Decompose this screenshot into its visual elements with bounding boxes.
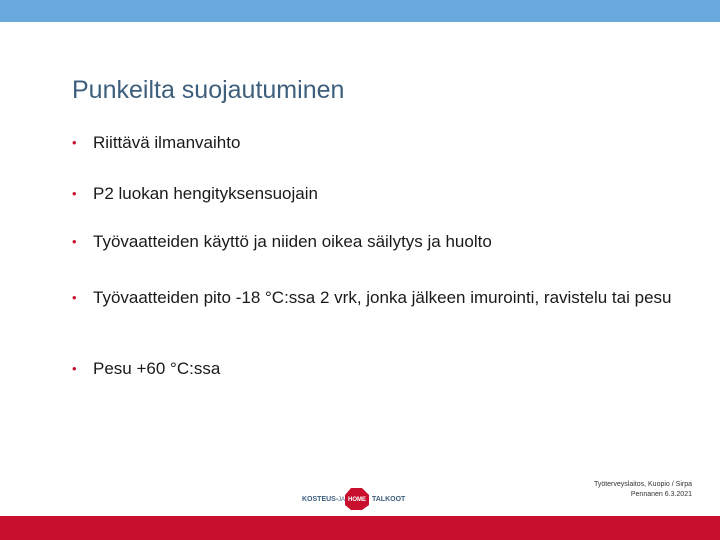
bullet-text: Riittävä ilmanvaihto — [93, 133, 241, 152]
logo-middle-text: HOME — [348, 497, 366, 503]
bullet-item — [72, 132, 240, 153]
bullet-dot-icon: • — [72, 234, 77, 249]
bullet-dot-icon: • — [72, 186, 77, 201]
bullet-text: Työvaatteiden pito -18 °C:ssa 2 vrk, jonka jälkeen imurointi, ravistelu tai pesu — [93, 288, 672, 307]
logo-conj-text: JA — [338, 497, 346, 503]
footer-credit — [552, 480, 692, 500]
bullet-dot-icon: • — [72, 135, 77, 150]
footer-credit-line: Pennanen 6.3.2021 — [630, 491, 692, 498]
bullet-item — [72, 183, 318, 204]
footer-credit-line: Työterveyslaitos, Kuopio / Sirpa — [593, 481, 692, 488]
bullet-dot-icon: • — [72, 290, 77, 305]
top-accent-bar — [0, 0, 720, 22]
bottom-accent-bar — [0, 516, 720, 540]
logo-right-text: TALKOOT — [372, 496, 406, 503]
logo-left-text: KOSTEUS- — [302, 496, 339, 503]
bullet-text: Pesu +60 °C:ssa — [93, 359, 221, 378]
bullet-text: P2 luokan hengityksensuojain — [93, 184, 318, 203]
bullet-item — [72, 231, 492, 252]
slide-title: Punkeilta suojautuminen — [72, 76, 345, 104]
bullet-item — [72, 287, 673, 308]
bullet-item — [72, 358, 220, 379]
bullet-dot-icon: • — [72, 361, 77, 376]
kosteus-home-talkoot-logo — [300, 486, 410, 510]
bullet-text: Työvaatteiden käyttö ja niiden oikea säilytys ja huolto — [93, 232, 492, 251]
